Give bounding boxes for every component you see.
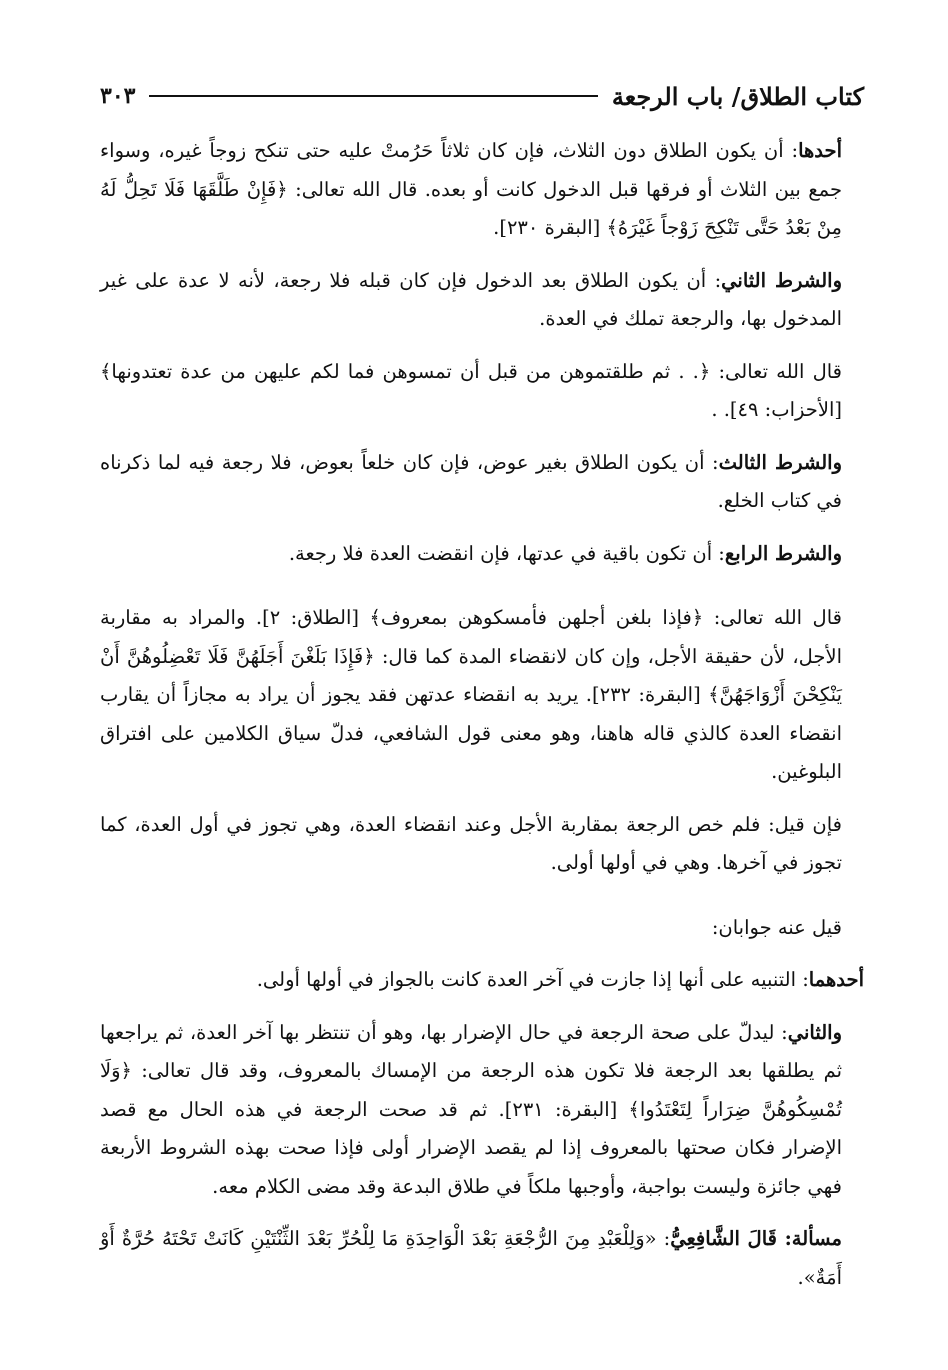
paragraph-lead: والثاني	[787, 1020, 842, 1044]
paragraph-lead: أحدهما	[808, 968, 864, 991]
paragraph-objection	[100, 806, 864, 883]
header-rule	[149, 95, 597, 97]
paragraph-talaq-verse	[100, 599, 864, 792]
paragraph-text: : أن يكون الطلاق بغير عوض، فإن كان خلعاً بعوض، فلا رجعة فيه لما ذكرناه في كتاب الخلع.	[100, 450, 842, 512]
paragraph-text: : أن تكون باقية في عدتها، فإن انقضت العدة فلا رجعة.	[288, 541, 725, 565]
paragraph-first-condition	[100, 132, 864, 248]
paragraph-masala	[100, 1220, 864, 1297]
paragraph-text: قال الله تعالى: ﴿فإذا بلغن أجلهن فأمسكوهن بمعروف﴾ [الطلاق: ٢]. والمراد به مقاربة الأجل، لأن حقيقة الأجل، وإن كان لانقضاء المدة كما قال: ﴿فَإِذَا بَلَغْنَ أَجَلَهُنَّ فَلَا تَعْضِلُوهُنَّ أَنْ يَنْكِحْنَ أَزْوَاجَهُنَّ﴾ [البقرة: ٢٣٢]. يريد به انقضاء عدتهن فقد يجوز أن يراد به مجازاً أن يقارب انقضاء العدة كالذي قاله هاهنا، وهو معنى قول الشافعي، فدلّ سياق الكلامين على افتراق البلوغين.	[100, 606, 842, 783]
page-number: ٣٠٣	[100, 83, 136, 109]
running-title: كتاب الطلاق/ باب الرجعة	[611, 81, 864, 111]
paragraph-text: قال الله تعالى: ﴿. . ثم طلقتموهن من قبل أن تمسوهن فما لكم عليهن من عدة تعتدونها﴾ [الأحزاب: ٤٩]. .	[100, 359, 842, 421]
paragraph-lead: والشرط الثاني	[721, 268, 842, 292]
paragraph-text: : ليدلّ على صحة الرجعة في حال الإضرار بها، وهو أن تنتظر بها آخر العدة، ثم يراجعها ثم يطلقها بعد الرجعة فلا تكون هذه الرجعة من الإمساك بالمعروف، وقد قال تعالى: ﴿وَلَا تُمْسِكُوهُنَّ ضِرَاراً لِتَعْتَدُوا﴾ [البقرة: ٢٣١]. ثم قد صحت الرجعة في هذه الحال مع قصد الإضرار فكان صحتها بالمعروف إذا لم يقصد الإضرار أولى فإذا صحت بهذه الشروط الأربعة فهي جائزة وليست بواجبة، وأوجبها ملكاً في طلاق البدعة وقد مضى الكلام معه.	[100, 1020, 842, 1198]
paragraph-text: قيل عنه جوابان:	[711, 915, 842, 939]
paragraph-lead: والشرط الثالث	[718, 450, 842, 474]
paragraph-third-condition	[100, 444, 864, 521]
paragraph-text: فإن قيل: فلم خص الرجعة بمقاربة الأجل وعند انقضاء العدة، وهي تجوز في أول العدة، كما تجوز في آخرها. وهي في أولها أولى.	[100, 812, 842, 874]
paragraph-text: : أن يكون الطلاق دون الثلاث، فإن كان ثلاثاً حَرُمتْ عليه حتى تنكح زوجاً غيره، وسواء جمع بين الثلاث أو فرقها قبل الدخول كانت أو بعده. قال الله تعالى: ﴿فَإِنْ طَلَّقَهَا فَلَا تَحِلُّ لَهُ مِنْ بَعْدُ حَتَّى تَنْكِحَ زَوْجاً غَيْرَهُ﴾ [البقرة ٢٣٠].	[100, 139, 842, 239]
paragraph-lead: أحدها	[798, 139, 842, 162]
paragraph-two-answers	[100, 909, 864, 948]
page-body	[100, 132, 864, 1297]
paragraph-text: : «وَلِلْعَبْدِ مِنَ الرُّجْعَةِ بَعْدَ الْوَاحِدَةِ مَا لِلْحُرِّ بَعْدَ الثِّنْتَيْنِ كَانَتْ تَحْتَهُ حُرَّةٌ أَوْ أَمَةٌ».	[100, 1227, 842, 1289]
paragraph-text: : أن يكون الطلاق بعد الدخول فإن كان قبله فلا رجعة، لأنه لا عدة على غير المدخول بها، والرجعة تملك في العدة.	[100, 268, 842, 330]
paragraph-quran-ahzab	[100, 353, 864, 430]
paragraph-answer-one	[100, 961, 864, 1000]
paragraph-fourth-condition	[100, 535, 864, 574]
paragraph-answer-two	[100, 1014, 864, 1207]
running-header	[100, 72, 864, 120]
paragraph-second-condition	[100, 262, 864, 339]
paragraph-lead: مسألة: قَالَ الشَّافِعِيُّ	[670, 1227, 842, 1250]
paragraph-lead: والشرط الرابع	[724, 541, 842, 565]
paragraph-text: : التنبيه على أنها إذا جازت في آخر العدة كانت بالجواز في أولها أولى.	[256, 968, 809, 991]
